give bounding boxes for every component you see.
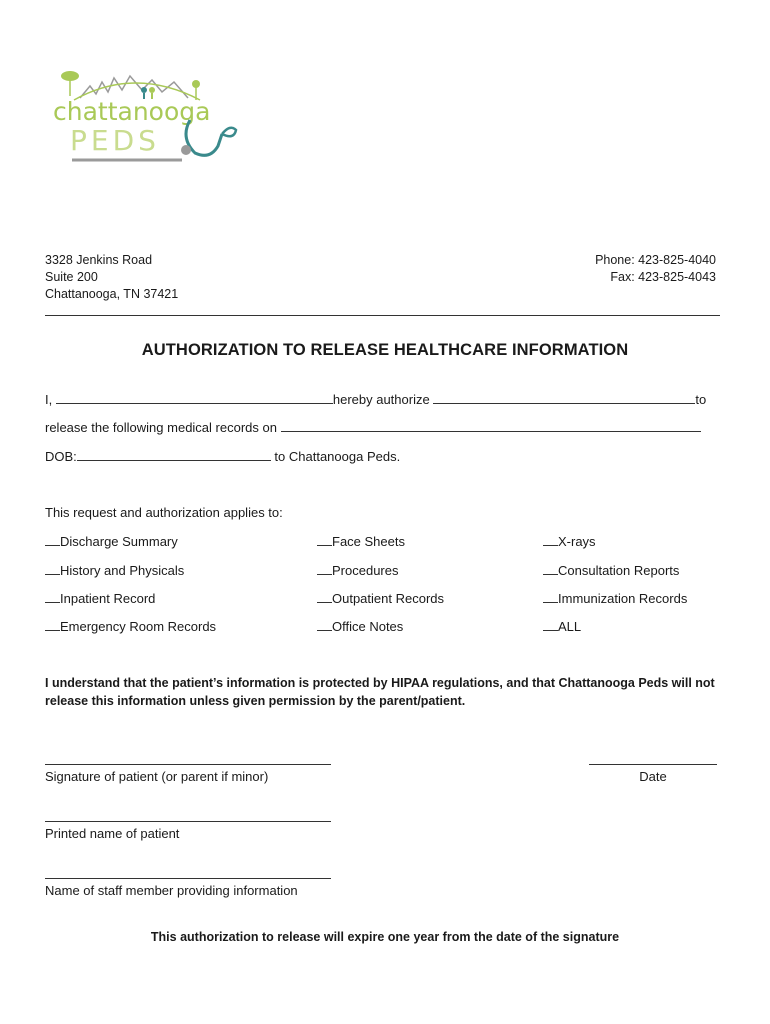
to-text: to: [695, 392, 707, 407]
printed-name-label: Printed name of patient: [45, 826, 180, 841]
dob-label: DOB:: [45, 449, 77, 464]
release-line: [45, 419, 701, 435]
record-label: Consultation Reports: [558, 563, 680, 578]
record-label: Discharge Summary: [60, 534, 178, 549]
record-label: Outpatient Records: [332, 591, 445, 606]
record-label: Emergency Room Records: [60, 619, 217, 634]
authorizer-name-field[interactable]: [56, 391, 333, 404]
mountain-icon: [80, 76, 188, 98]
check-blank[interactable]: [543, 562, 558, 575]
applies-text: This request and authorization applies to:: [45, 505, 283, 520]
patient-name-field[interactable]: [281, 419, 701, 432]
record-label: Office Notes: [332, 619, 404, 634]
check-blank[interactable]: [45, 618, 60, 631]
record-label: ALL: [558, 619, 582, 634]
record-option[interactable]: [317, 618, 403, 634]
check-blank[interactable]: [543, 590, 558, 603]
clinic-contact: [595, 252, 716, 286]
record-option[interactable]: [45, 618, 216, 634]
check-blank[interactable]: [45, 590, 60, 603]
dob-field[interactable]: [77, 448, 271, 461]
record-option[interactable]: [543, 562, 679, 578]
hereby-text: hereby authorize: [332, 392, 430, 407]
provider-name-field[interactable]: [433, 391, 695, 404]
date-label: Date: [639, 769, 667, 784]
record-option[interactable]: [317, 590, 444, 606]
patient-signature-label: Signature of patient (or parent if minor): [45, 769, 269, 784]
check-blank[interactable]: [45, 562, 60, 575]
authorize-line: [45, 391, 706, 407]
record-label: Face Sheets: [332, 534, 405, 549]
check-blank[interactable]: [543, 533, 558, 546]
check-blank[interactable]: [317, 562, 332, 575]
address-city: Chattanooga, TN 37421: [45, 287, 179, 301]
address-suite: Suite 200: [45, 270, 98, 284]
record-option[interactable]: [45, 562, 184, 578]
staff-name-label: Name of staff member providing information: [45, 883, 298, 898]
record-label: Immunization Records: [558, 591, 688, 606]
hipaa-notice: I understand that the patient’s information is protected by HIPAA regulations, and that Chattanooga Peds will not release this information unless given permission by the parent/patient.: [45, 676, 715, 708]
check-blank[interactable]: [45, 533, 60, 546]
staff-name-field[interactable]: [45, 878, 331, 879]
clinic-address: [45, 252, 178, 303]
release-text: release the following medical records on: [45, 420, 277, 435]
i-prefix: I,: [45, 392, 53, 407]
logo-line2: PEDS: [70, 124, 160, 157]
record-label: History and Physicals: [60, 563, 185, 578]
address-street: 3328 Jenkins Road: [45, 253, 153, 267]
record-option[interactable]: [543, 618, 581, 634]
record-label: Inpatient Record: [60, 591, 156, 606]
record-option[interactable]: [317, 533, 405, 549]
dob-line: [45, 448, 400, 464]
to-peds-text: to Chattanooga Peds.: [274, 449, 401, 464]
record-option[interactable]: [317, 562, 398, 578]
fax-number: Fax: 423-825-4043: [610, 270, 716, 284]
date-field[interactable]: [589, 764, 717, 765]
check-blank[interactable]: [317, 533, 332, 546]
record-label: X-rays: [558, 534, 596, 549]
check-blank[interactable]: [317, 590, 332, 603]
logo-line1: chattanooga: [53, 97, 211, 126]
record-option[interactable]: [45, 590, 155, 606]
header-divider: [45, 315, 720, 316]
expiration-notice: This authorization to release will expire one year from the date of the signature: [150, 930, 620, 944]
record-option[interactable]: [543, 533, 596, 549]
record-option[interactable]: [543, 590, 687, 606]
check-blank[interactable]: [317, 618, 332, 631]
printed-name-field[interactable]: [45, 821, 331, 822]
record-label: Procedures: [332, 563, 399, 578]
phone-number: Phone: 423-825-4040: [595, 253, 716, 267]
chattanooga-peds-logo: [50, 68, 240, 168]
form-title: AUTHORIZATION TO RELEASE HEALTHCARE INFORMATION: [141, 341, 629, 359]
check-blank[interactable]: [543, 618, 558, 631]
record-option[interactable]: [45, 533, 178, 549]
patient-signature-field[interactable]: [45, 764, 331, 765]
